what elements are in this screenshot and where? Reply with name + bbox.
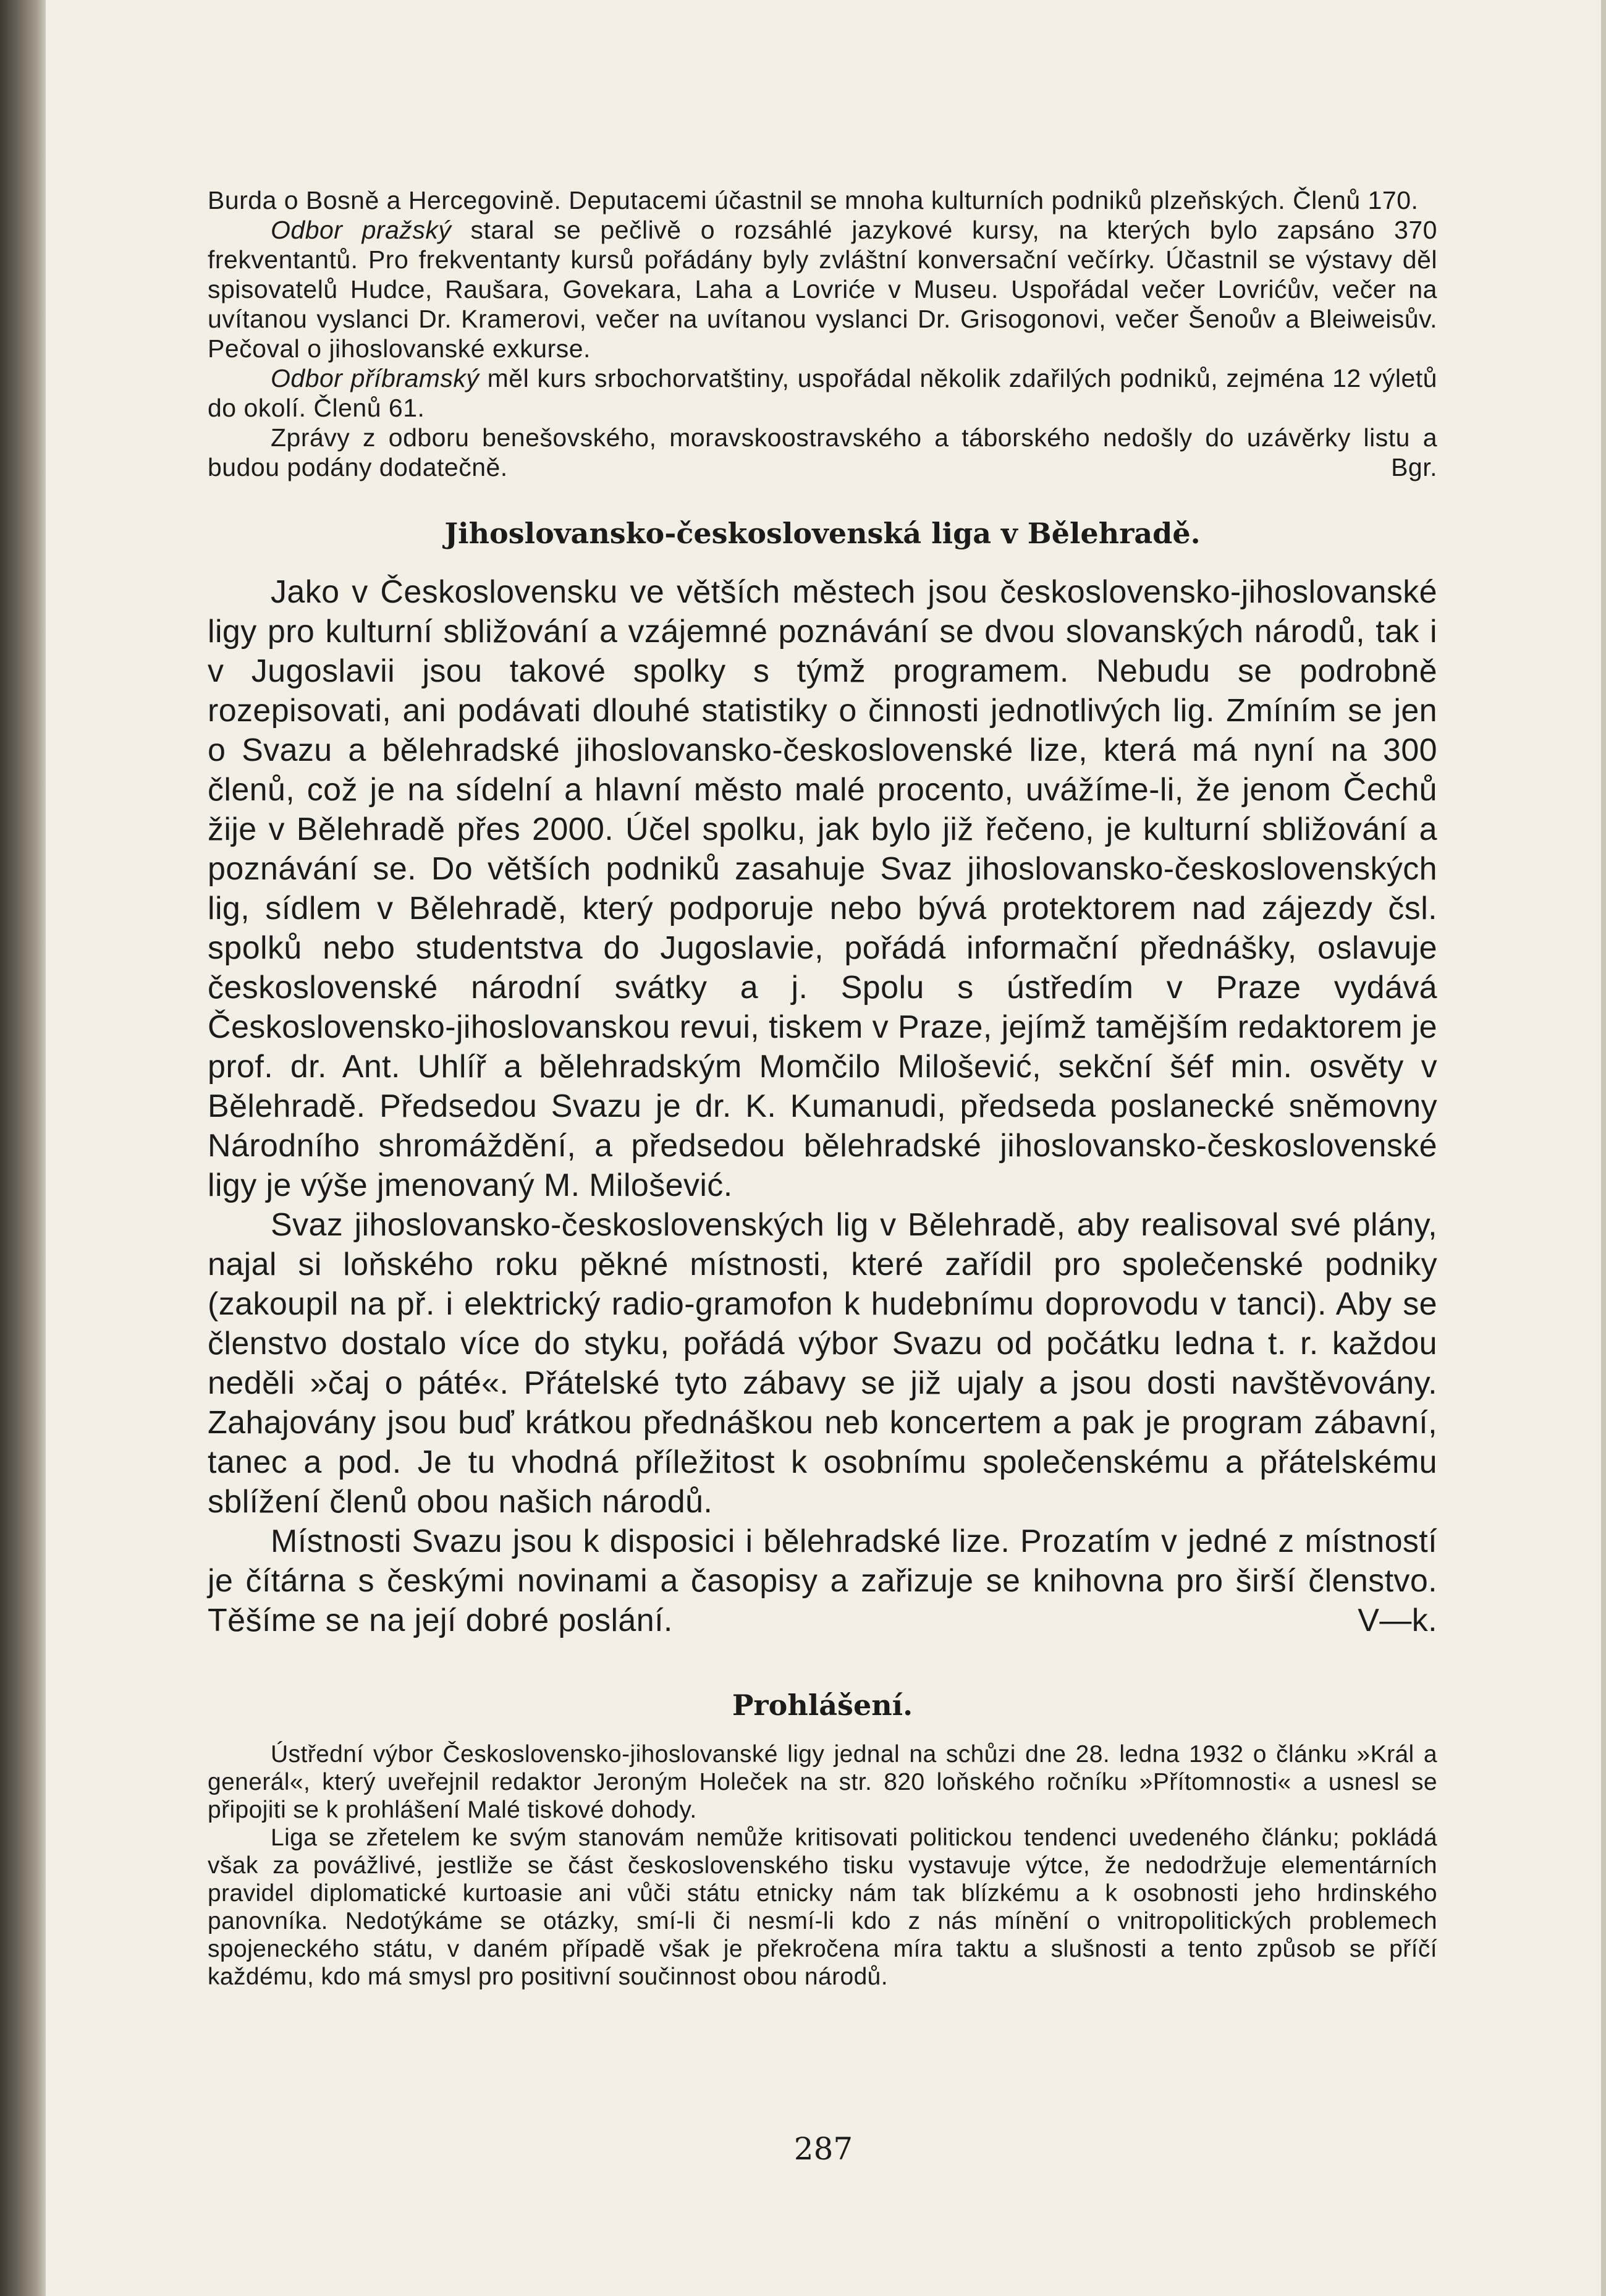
article-paragraph: Jako v Československu ve větších městech jsou československo-jihoslovanské ligy pro kulturní sbližování a vzájemné poznávání se dvou slovanských národů, tak i v Jugoslavii jsou takové spolky s týmž programem. Nebudu se podrobně rozepisovati, ani podávati dlouhé statistiky o činnosti jednotlivých lig. Zmíním se jen o Svazu a bělehradské jihoslovansko-československé lize, která má nyní na 300 členů, což je na sídelní a hlavní město malé procento, uvážíme-li, že jenom Čechů žije v Bělehradě přes 2000. Účel spolku, jak bylo již řečeno, je kulturní sbližování a poznávání se. Do větších podniků zasahuje Svaz jihoslovansko-československých lig, sídlem v Bělehradě, který podporuje nebo bývá protektorem nad zájezdy čsl. spolků nebo studentstva do Jugoslavie, pořádá informační přednášky, oslavuje československé národní svátky a j. Spolu s ústředím v Praze vydává Československo-jihoslovanskou revui, tiskem v Praze, jejímž tamějším redaktorem je prof. dr. Ant. Uhlíř a bělehradským Momčilo Milošević, sekční šéf min. osvěty v Bělehradě. Předsedou Svazu je dr. K. Kumanudi, předseda poslanecké sněmovny Národního shromáždění, a předsedou bělehradské jihoslovansko-československé ligy je výše jmenovaný M. Milošević.: [208, 574, 1437, 1203]
page-content: [208, 185, 1437, 1991]
book-spine-shadow: [0, 0, 46, 2296]
article-body: [208, 572, 1437, 1640]
book-page: [46, 0, 1601, 2296]
author-signature: Bgr.: [1391, 453, 1437, 481]
branch-name: Odbor pražský: [271, 216, 452, 244]
branch-name: Odbor příbramský: [271, 364, 480, 392]
article-heading: Jihoslovansko-československá liga v Bělehradě.: [444, 517, 1201, 550]
article-paragraph: Místnosti Svazu jsou k disposici i bělehradské lize. Prozatím v jedné z místností je čítárna s českými novinami a časopisy a zařizuje se knihovna pro širší členstvo. Těšíme se na její dobré poslání. V—k.: [208, 1522, 1437, 1640]
declaration-heading: Prohlášení.: [732, 1688, 913, 1722]
declaration-paragraph: Ústřední výbor Československo-jihoslovanské ligy jednal na schůzi dne 28. ledna 1932 o článku »Král a generál«, který uveřejnil redaktor Jeroným Holeček na str. 820 loňského ročníku »Přítomnosti« a usnesl se připojiti se k prohlášení Malé tiskové dohody.: [208, 1741, 1437, 1823]
author-signature: V—k.: [1358, 1603, 1437, 1638]
branch-reports: [208, 185, 1437, 482]
declaration-paragraph: Liga se zřetelem ke svým stanovám nemůže kritisovati politickou tendenci uvedeného článku; pokládá však za povážlivé, jestliže se část československého tisku vystavuje výtce, že nedodržuje elementárních pravidel diplomatické kurtoasie ani vůči státu etnicky nám tak blízkému a k osobnosti jeho hrdinského panovníka. Nedotýkáme se otázky, smí-li či nesmí-li kdo z nás mínění o vnitropolitických problemech spojeneckého státu, v daném případě však je překročena míra taktu a slušnosti a tento způsob se příčí každému, kdo má smysl pro positivní součinnost obou národů.: [208, 1824, 1437, 1990]
report-paragraph-pending: Zprávy z odboru benešovského, moravskoostravského a táborského nedošly do uzávěrky listu a budou podány dodatečně. Bgr.: [208, 423, 1437, 481]
page-edge: [1601, 0, 1606, 2296]
report-paragraph: Burda o Bosně a Hercegovině. Deputacemi účastnil se mnoha kulturních podniků plzeňských. Členů 170.: [208, 186, 1419, 214]
article-paragraph: Svaz jihoslovansko-československých lig v Bělehradě, aby realisoval své plány, najal si loňského roku pěkné místnosti, které zařídil pro společenské podniky (zakoupil na př. i elektrický radio-gramofon k hudebnímu doprovodu v tanci). Aby se členstvo dostalo více do styku, pořádá výbor Svazu od počátku ledna t. r. každou neděli »čaj o páté«. Přátelské tyto zábavy se již ujaly a jsou dosti navštěvovány. Zahajovány jsou buď krátkou přednáškou neb koncertem a pak je program zábavní, tanec a pod. Je tu vhodná příležitost k osobnímu společenskému a přátelskému sblížení členů obou našich národů.: [208, 1207, 1437, 1520]
declaration-body: [208, 1740, 1437, 1991]
page-number: 287: [793, 2131, 853, 2167]
report-paragraph-pribram: Odbor příbramský měl kurs srbochorvatštiny, uspořádal několik zdařilých podniků, zejména 12 výletů do okolí. Členů 61.: [208, 364, 1437, 422]
report-paragraph-prague: Odbor pražský staral se pečlivě o rozsáhlé jazykové kursy, na kterých bylo zapsáno 370 frekventantů. Pro frekventanty kursů pořádány byly zvláštní konversační večírky. Účastnil se výstavy děl spisovatelů Hudce, Raušara, Govekara, Laha a Lovriće v Museu. Uspořádal večer Lovrićův, večer na uvítanou vyslanci Dr. Kramerovi, večer na uvítanou vyslanci Dr. Grisogonovi, večer Šenoův a Bleiweisův. Pečoval o jihoslovanské exkurse.: [208, 216, 1437, 363]
